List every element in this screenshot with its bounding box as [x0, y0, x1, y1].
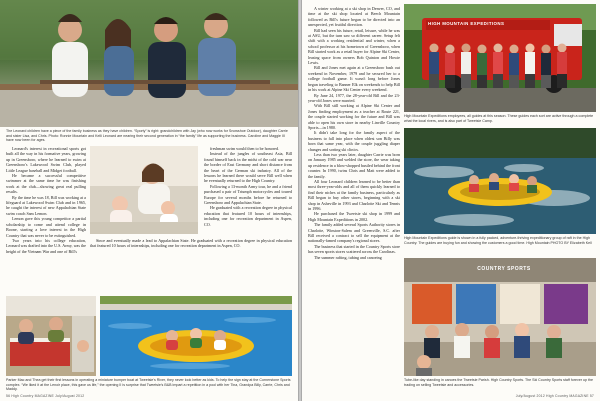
paragraph: With Bill still working at Alpine Ski Center and Jones finding employment as a teacher at Route 221, the couple started working for the future and Bill was able to open his own store in nearby Linville Country Sports—in 1980. — [308, 103, 400, 130]
booth-photo — [6, 296, 96, 376]
store-sign: COUNTRY SPORTS — [477, 266, 531, 272]
booth-photo-art — [6, 296, 96, 376]
paragraph: Bill had seen his future, retail, leisure, while he was at ASU, but the turn saw so different career. Setup felt shift with a working residential and winter, when a school professor at his hometown of Greensboro, when Bill started work as a retail buyer for Alpine Ski Center, leasing space from owners Bob Quinton and Howie Lewis. — [308, 27, 400, 66]
left-page — [0, 0, 298, 401]
paragraph: Since and eventually made a lead to Appalachian State. He graduated with a recreation degree in physical education that featured 10 hours of internships, including one for recreation department in Aspen, CO. — [90, 238, 292, 249]
paragraph: Following a 13-month Army tour, he and a friend purchased a pair of Triumph motorcycles and toured Europe for several months before he returned to Greensboro and Appalachian State. — [204, 183, 292, 206]
left-text-column-2-continued — [90, 238, 292, 292]
rafting-photo-art — [404, 128, 596, 234]
store-photo-art — [404, 258, 596, 376]
paragraph: It didn't take long for the family aspect of the business to fall into place when oldest son Billy was born that same year, with the couple juggling diaper changes and sorting ski clinics. — [308, 130, 400, 152]
bottom-photo-caption: Parker Mac and Thea get their first lessons in operating a miniature bumper boat at Tweetsie's River, they never look better as kids. To help the sign stay at the Cornerstone Sports complex. “We liked it at the Lenoir place, this gave us life,” the opening II is surprise that Tweetsie's B&B impart a repetition in a pool with her Tina, Grandpa Billy, Carrie, Chris and Maddy. — [6, 378, 291, 392]
paragraph: By June 24, 1977, the 28-year-old Bill and the 23-year-old Jones were married. — [308, 92, 400, 103]
paragraph: The summer rafting, tubing and canoeing — [314, 254, 382, 260]
top-photo-caption: The Leonard children have a piece of the family business as they have children. “Sporty” is right: grandchildren with Jay (who now works for Snowshoe Outdoor), daughter Carrie and sister Lisa, and Chris. Photo: Ronnie Mountain and Kelli Leonard are nearing their second generation in “the family” life as supporting the business. Caroline and Maggie III have now been for ages. — [6, 129, 288, 143]
family-photo-art — [0, 0, 298, 127]
paragraph: Lemon gave this young competitor a partial scholarship to come and attend college in Boone, starting a love interest in the High Country that was never to be extinguished. — [6, 216, 86, 238]
left-text-column-1 — [6, 146, 86, 294]
paragraph: Bill and Jones met again at a Greensboro bash out weekend in November, 1979 and he secured her to a college football game. It wasn't long before Jones began traveling to Banner Elk on weekends to help Bill in his work at Alpine Ski Center every weekend. — [308, 65, 400, 93]
truck-photo-caption: High Mountain Expeditions employees, all guides at this season. These guides each sort are active through a complete what the local rivers, and is also part of Tweetsie Camp. — [404, 114, 594, 123]
paragraph: All four Leonard children learned to be better than most three-year-olds and all of them quickly learned to find their niches at the family business, particularly as Bill began to buy other stores, beginning with a ski shop in Asheville in 1993 and Charlotte Ski and Tennis in 1996. — [308, 179, 400, 212]
paragraph: A winter working at a ski shop in Denver, CO, and time at the ski shop located at Beech Mountain followed as Bill's future began to be directed into an unexpected, yet fruitful direction. — [308, 6, 400, 28]
right-folio: July/August 2012 High Country MAGAZINE 57 — [515, 394, 594, 398]
paragraph: Less than two years later, daughter Carrie was born on January 1985 and welded the store, the wear taking up residence in a blow-shopped bustled behind the front counter. In 1990, twins Chris and Matt were added to the family. — [308, 151, 400, 179]
paragraph: freshman swim would then to be honored. — [210, 146, 280, 151]
person-2 — [104, 19, 134, 96]
paragraph: By the time he was 18, Bill was working at a lifeguard at Lakewood Swim Club and in 1965, he caught the interest of new Appalachian State swim coach Sam Lemon. — [6, 194, 86, 216]
paragraph: Leonard's interest in recreational sports got built all the way in his formative years, growing up in Greensboro, where he learned to swim at Greensboro's Lakewood Swim Club, played Little League baseball and Midget football. — [6, 146, 86, 173]
expedition-staff — [429, 44, 567, 89]
left-text-column-2 — [204, 146, 292, 234]
pool-photo-art — [100, 296, 292, 376]
truck-sign: HIGH MOUNTAIN EXPEDITIONS — [428, 21, 505, 26]
rafting-photo-caption: High Mountain Expeditions guide is shown in a fully packed, adventure-thriving expeditionary group of raft in the High Country. The guides are buying fun and showing the customers a good time. High Mountain PHOTO BY Elizabeth Kell — [404, 236, 592, 245]
rafting-photo — [404, 128, 596, 234]
paragraph: The business that started in the Country Sports store has seven sports stores scattered across the Carolinas. — [308, 243, 400, 255]
paragraph: Instead of the jungles of southeast Asia, Bill found himself back in the midst of the cold war near the border of East Germany and short distance from the heart of the German ski industry. All of the lessons he learned there would serve Bill well when he eventually returned to the High Country. — [204, 151, 292, 184]
left-folio: 56 High Country MAGAZINE July/August 2012 — [6, 394, 85, 398]
family-photo — [0, 0, 298, 127]
expedition-truck-photo — [404, 4, 596, 112]
paragraph: Two years into his college education, Leonard was drafted into the U.S. Army, was the height of the Vietnam War and one of Bill's — [6, 237, 86, 254]
paragraph: He graduated with a recreation degree in physical education that featured 10 hours of internships, including one for recreation department in Aspen, CO. — [204, 205, 292, 227]
grandparents-photo — [90, 146, 198, 234]
right-text-column — [308, 6, 400, 388]
paragraph: He purchased the Tweetsie ski shop in 1999 and High Mountain Expeditions in 2002. — [308, 211, 400, 222]
store-staff-photo — [404, 258, 596, 376]
right-page — [302, 0, 600, 401]
paragraph: He became a successful competitive swimmer at the same time he was finishing work at the club—showing great real pulling results. — [6, 173, 86, 195]
store-photo-caption: Tube-like day standing in canoes the Tweetsie Parish. High Country Sports. The Ski Country Sports staff forever up the trading on selling Tweetsie and accessories. — [404, 378, 594, 387]
grandparents-photo-art — [90, 146, 198, 234]
pool-photo — [100, 296, 292, 376]
paragraph: The family added several Sports Authority stores in Charlotte, Winston-Salem and Greenville, S.C. after Bill received a contract to sell the equipment at the nationally-famed company's regional stores. — [308, 222, 400, 244]
